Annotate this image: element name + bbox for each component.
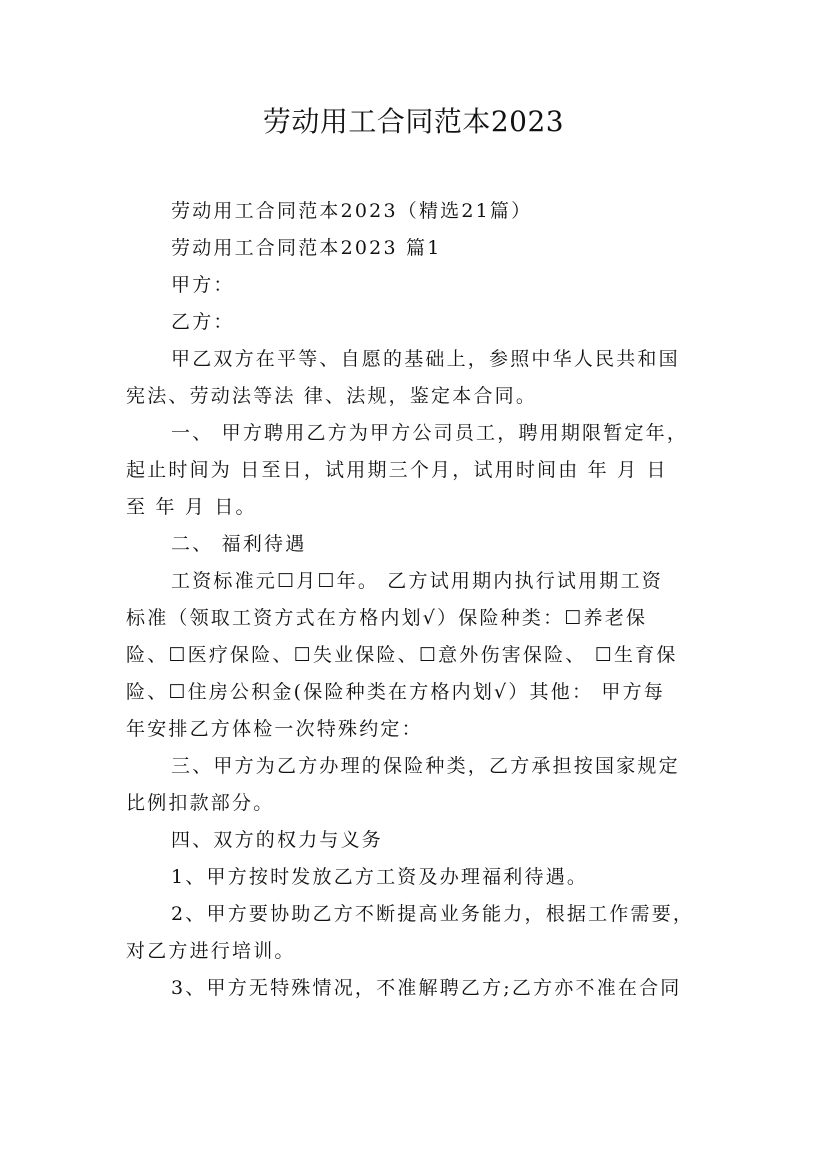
paragraph-line: 对乙方进行培训。 — [126, 940, 296, 962]
paragraph-line: 甲乙双方在平等、自愿的基础上，参照中华人民共和国 — [171, 348, 680, 370]
paragraph-line: 起止时间为 日至日，试用期三个月，试用时间由 年 月 日 — [126, 459, 668, 481]
paragraph-line: 至 年 月 日。 — [126, 496, 257, 518]
paragraph-line: 二、 福利待遇 — [171, 533, 307, 555]
paragraph-line: 3、甲方无特殊情况，不准解聘乙方;乙方亦不准在合同 — [171, 977, 682, 999]
document-title: 劳动用工合同范本2023 — [262, 105, 565, 138]
paragraph-line: 一、 甲方聘用乙方为甲方公司员工，聘用期限暂定年， — [171, 422, 689, 444]
document-body — [126, 193, 702, 1007]
paragraph-line: 宪法、劳动法等法 律、法规，鉴定本合同。 — [126, 385, 538, 407]
paragraph-line: 险、☐医疗保险、☐失业保险、☐意外伤害保险、 ☐生育保 — [126, 644, 678, 666]
paragraph-line: 乙方： — [171, 311, 235, 333]
paragraph-line: 劳动用工合同范本2023（精选21篇） — [171, 200, 533, 222]
paragraph-line: 2、甲方要协助乙方不断提高业务能力，根据工作需要， — [171, 903, 695, 925]
paragraph-line: 劳动用工合同范本2023 篇1 — [171, 237, 442, 259]
paragraph-line: 四、双方的权力与义务 — [171, 829, 384, 851]
paragraph-line: 比例扣款部分。 — [126, 792, 275, 814]
paragraph-line: 工资标准元☐月☐年。 乙方试用期内执行试用期工资 — [171, 570, 663, 592]
paragraph-line: 年安排乙方体检一次特殊约定： — [126, 718, 423, 740]
paragraph-line: 1、甲方按时发放乙方工资及办理福利待遇。 — [171, 866, 589, 888]
paragraph-line: 三、甲方为乙方办理的保险种类，乙方承担按国家规定 — [171, 755, 680, 777]
paragraph-line: 甲方： — [171, 274, 235, 296]
paragraph-line: 险、☐住房公积金(保险种类在方格内划√）其他： 甲方每 — [126, 681, 665, 703]
paragraph-line: 标准（领取工资方式在方格内划√）保险种类：☐养老保 — [126, 607, 648, 629]
